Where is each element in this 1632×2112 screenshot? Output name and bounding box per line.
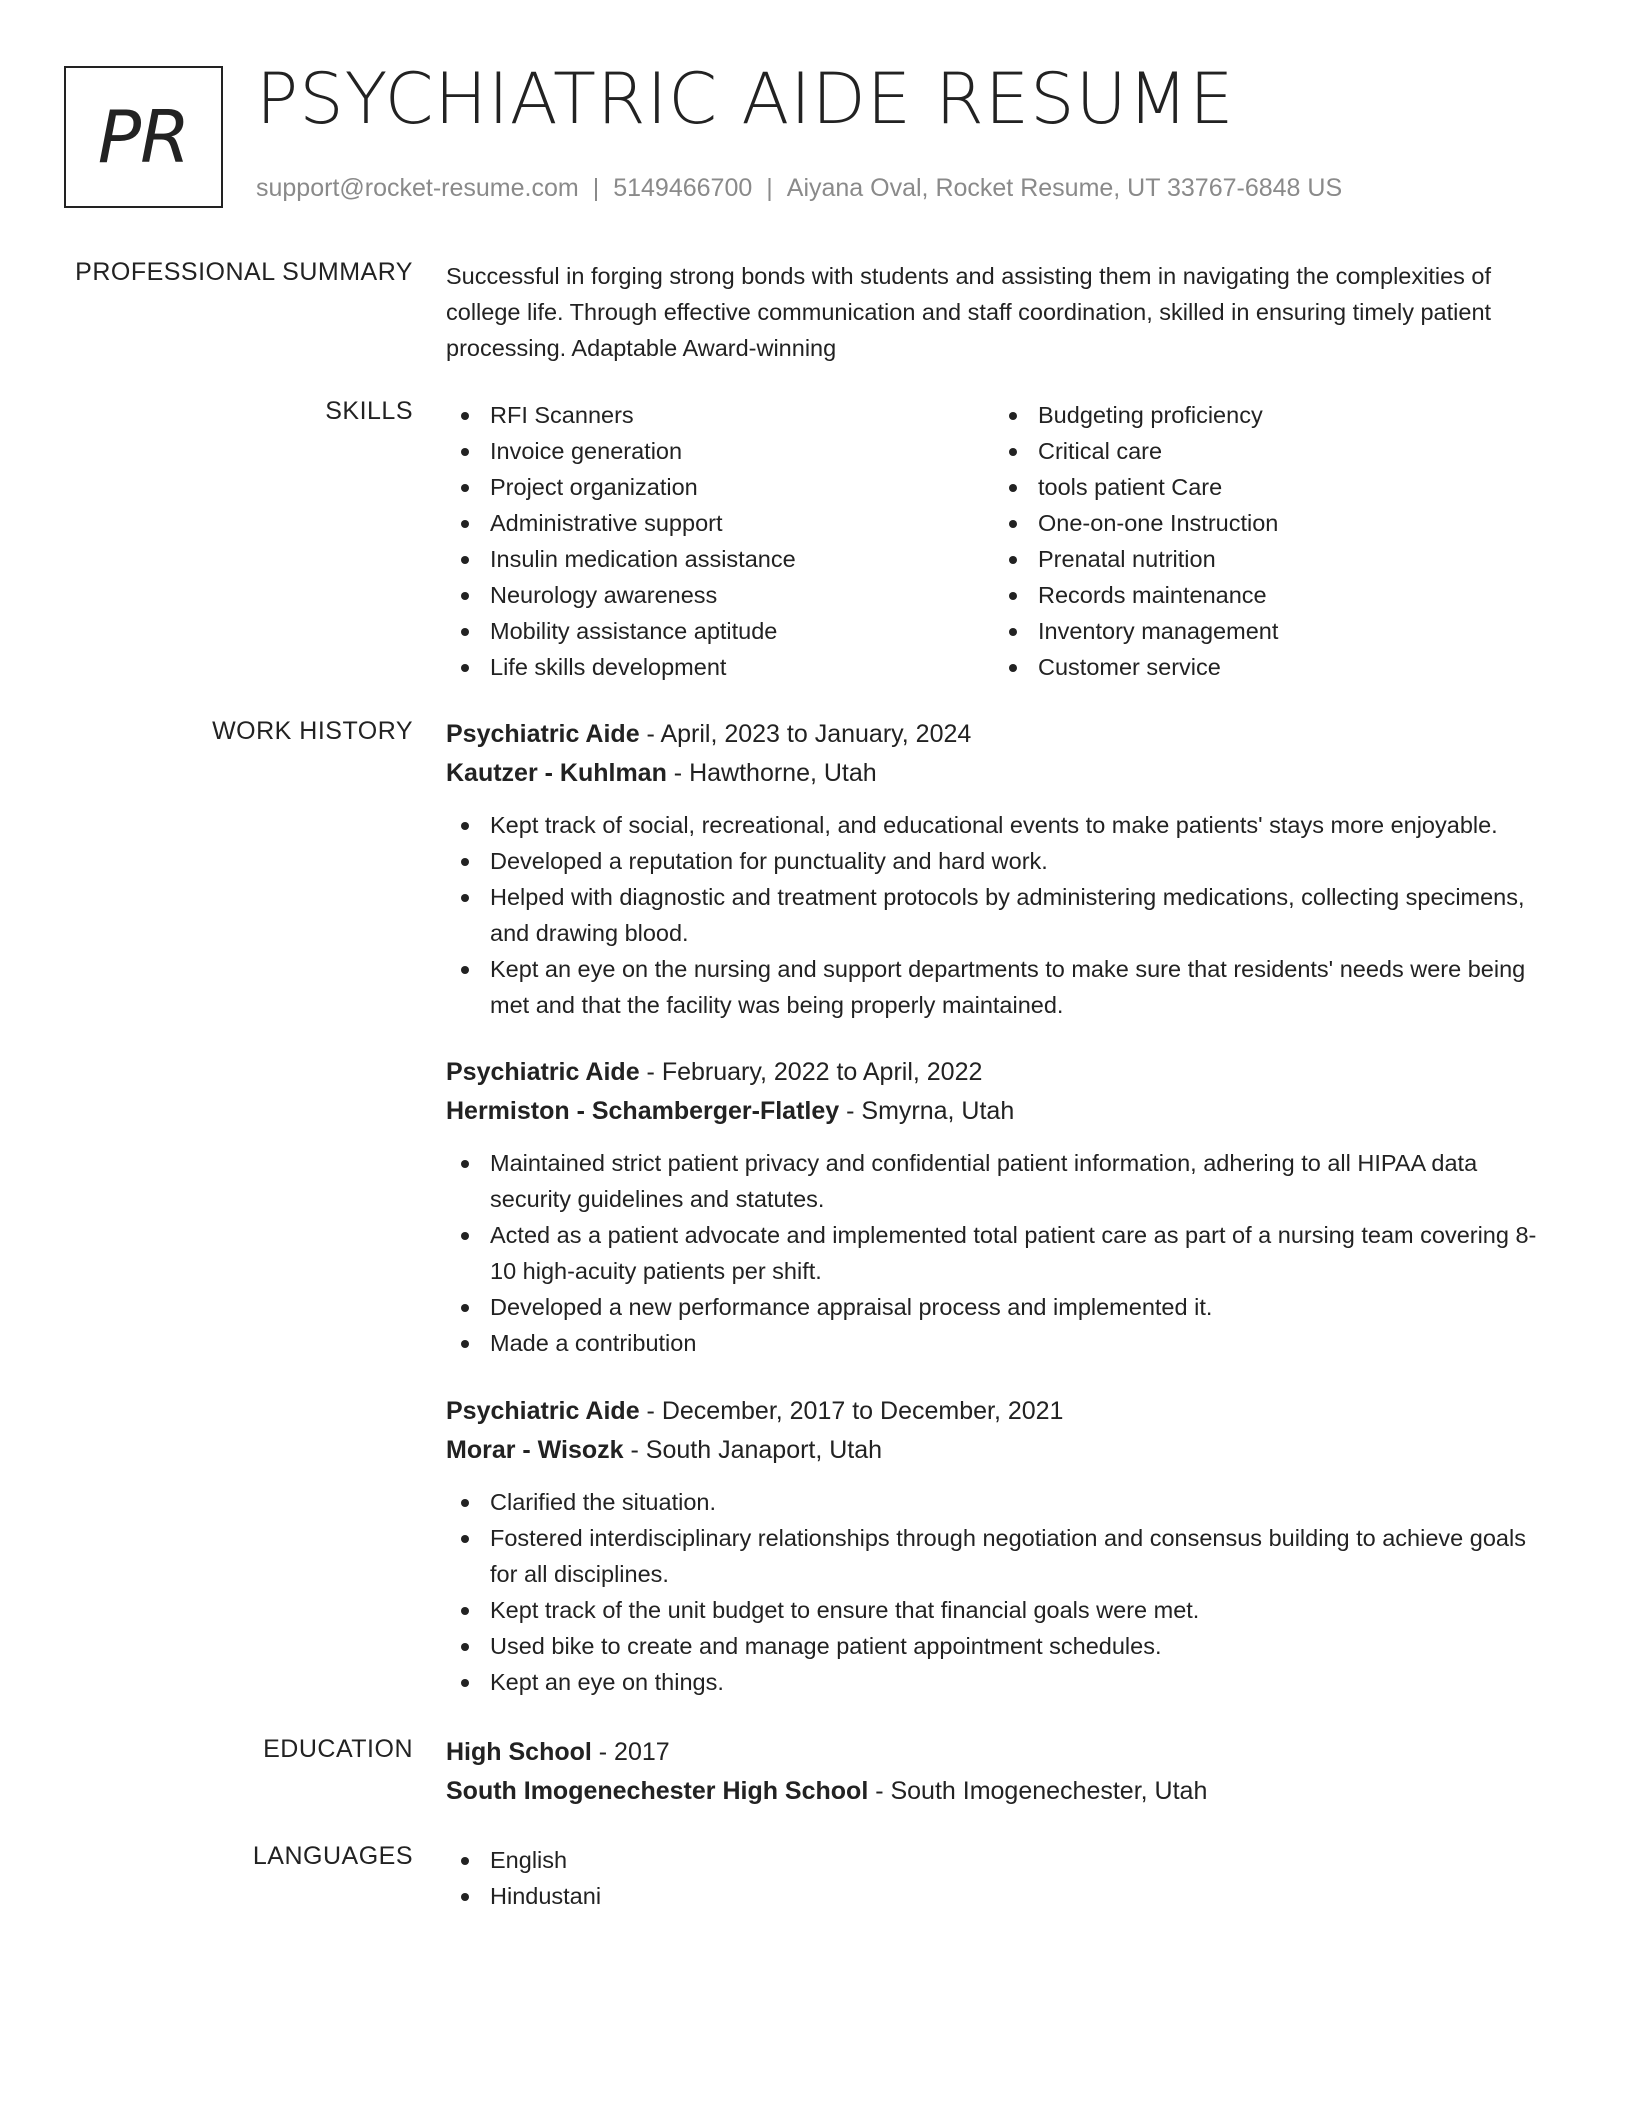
job-title: Psychiatric Aide — [446, 720, 640, 748]
summary-label: PROFESSIONAL SUMMARY — [75, 258, 413, 286]
list-item: Project organization — [446, 469, 994, 505]
list-item: Life skills development — [446, 649, 994, 685]
list-item: Clarified the situation. — [446, 1484, 1556, 1520]
monogram-initials: PR — [97, 95, 190, 179]
education-degree: High School — [446, 1738, 592, 1766]
languages-list — [446, 1842, 1556, 1914]
contact-phone: 5149466700 — [613, 174, 753, 202]
job-title-line — [446, 715, 1556, 754]
list-item: One-on-one Instruction — [994, 505, 1542, 541]
work-entry — [446, 1392, 1556, 1700]
job-title-line — [446, 1392, 1556, 1431]
education-school-line — [446, 1772, 1556, 1811]
work-history-label: WORK HISTORY — [212, 717, 413, 745]
summary-text: Successful in forging strong bonds with students and assisting them in navigating the complexities of college life. Through effective communication and staff coordination, skilled in ensuring timely patient processing. Adaptable Award-winning — [446, 263, 1492, 361]
work-entry — [446, 1053, 1556, 1361]
job-company-line — [446, 1092, 1556, 1131]
list-item: Kept track of social, recreational, and educational events to make patients' stays more enjoyable. — [446, 807, 1556, 843]
job-title: Psychiatric Aide — [446, 1397, 640, 1425]
list-item: Made a contribution — [446, 1325, 1556, 1361]
job-dates: - April, 2023 to January, 2024 — [639, 720, 972, 748]
education-school: South Imogenechester High School — [446, 1777, 869, 1805]
list-item: Kept an eye on things. — [446, 1664, 1556, 1700]
job-company: Morar - Wisozk — [446, 1436, 624, 1464]
list-item: tools patient Care — [994, 469, 1542, 505]
job-company-line — [446, 754, 1556, 793]
contact-separator: | — [592, 174, 600, 202]
list-item: Neurology awareness — [446, 577, 994, 613]
list-item: Maintained strict patient privacy and confidential patient information, adhering to all HIPAA data security guidelines and statutes. — [446, 1145, 1556, 1217]
skills-grid — [446, 397, 1556, 685]
education-year: - 2017 — [591, 1738, 670, 1766]
list-item: Used bike to create and manage patient appointment schedules. — [446, 1628, 1556, 1664]
skills-list-right — [994, 397, 1542, 685]
list-item: Developed a reputation for punctuality and hard work. — [446, 843, 1556, 879]
contact-address: Aiyana Oval, Rocket Resume, UT 33767-6848 US — [786, 174, 1343, 202]
list-item: English — [446, 1842, 1556, 1878]
contact-separator: | — [766, 174, 773, 202]
list-item: Records maintenance — [994, 577, 1542, 613]
list-item: Kept an eye on the nursing and support departments to make sure that residents' needs were being met and that the facility was being properly maintained. — [446, 951, 1556, 1023]
job-location: - Hawthorne, Utah — [666, 759, 877, 787]
list-item: Fostered interdisciplinary relationships through negotiation and consensus building to achieve goals for all disciplines. — [446, 1520, 1556, 1592]
monogram-badge — [64, 66, 223, 208]
list-item: Mobility assistance aptitude — [446, 613, 994, 649]
languages-entry — [446, 1842, 1556, 1914]
job-dates: - December, 2017 to December, 2021 — [639, 1397, 1064, 1425]
skills-label: SKILLS — [325, 397, 413, 425]
list-item: Insulin medication assistance — [446, 541, 994, 577]
list-item: Administrative support — [446, 505, 994, 541]
job-company: Hermiston - Schamberger-Flatley — [446, 1097, 840, 1125]
job-title-line — [446, 1053, 1556, 1092]
job-duties — [446, 1484, 1556, 1700]
job-duties — [446, 1145, 1556, 1361]
list-item: Helped with diagnostic and treatment protocols by administering medications, collecting specimens, and drawing blood. — [446, 879, 1556, 951]
languages-label: LANGUAGES — [252, 1842, 413, 1870]
job-duties — [446, 807, 1556, 1023]
contact-line — [256, 174, 1342, 203]
education-entry — [446, 1733, 1556, 1811]
education-label: EDUCATION — [263, 1735, 413, 1763]
list-item: Prenatal nutrition — [994, 541, 1542, 577]
list-item: Customer service — [994, 649, 1542, 685]
education-degree-line — [446, 1733, 1556, 1772]
work-entry — [446, 715, 1556, 1023]
contact-email: support@rocket-resume.com — [256, 174, 579, 202]
job-dates: - February, 2022 to April, 2022 — [639, 1058, 983, 1086]
job-location: - Smyrna, Utah — [839, 1097, 1015, 1125]
list-item: RFI Scanners — [446, 397, 994, 433]
list-item: Budgeting proficiency — [994, 397, 1542, 433]
job-company-line — [446, 1431, 1556, 1470]
list-item: Invoice generation — [446, 433, 994, 469]
list-item: Hindustani — [446, 1878, 1556, 1914]
education-location: - South Imogenechester, Utah — [868, 1777, 1208, 1805]
list-item: Acted as a patient advocate and implemented total patient care as part of a nursing team covering 8-10 high-acuity patients per shift. — [446, 1217, 1556, 1289]
job-company: Kautzer - Kuhlman — [446, 759, 667, 787]
list-item: Critical care — [994, 433, 1542, 469]
skills-list-left — [446, 397, 994, 685]
list-item: Inventory management — [994, 613, 1542, 649]
list-item: Developed a new performance appraisal process and implemented it. — [446, 1289, 1556, 1325]
job-title: Psychiatric Aide — [446, 1058, 640, 1086]
list-item: Kept track of the unit budget to ensure that financial goals were met. — [446, 1592, 1556, 1628]
page-title: PSYCHIATRIC AIDE RESUME — [256, 58, 1235, 140]
job-location: - South Janaport, Utah — [623, 1436, 883, 1464]
